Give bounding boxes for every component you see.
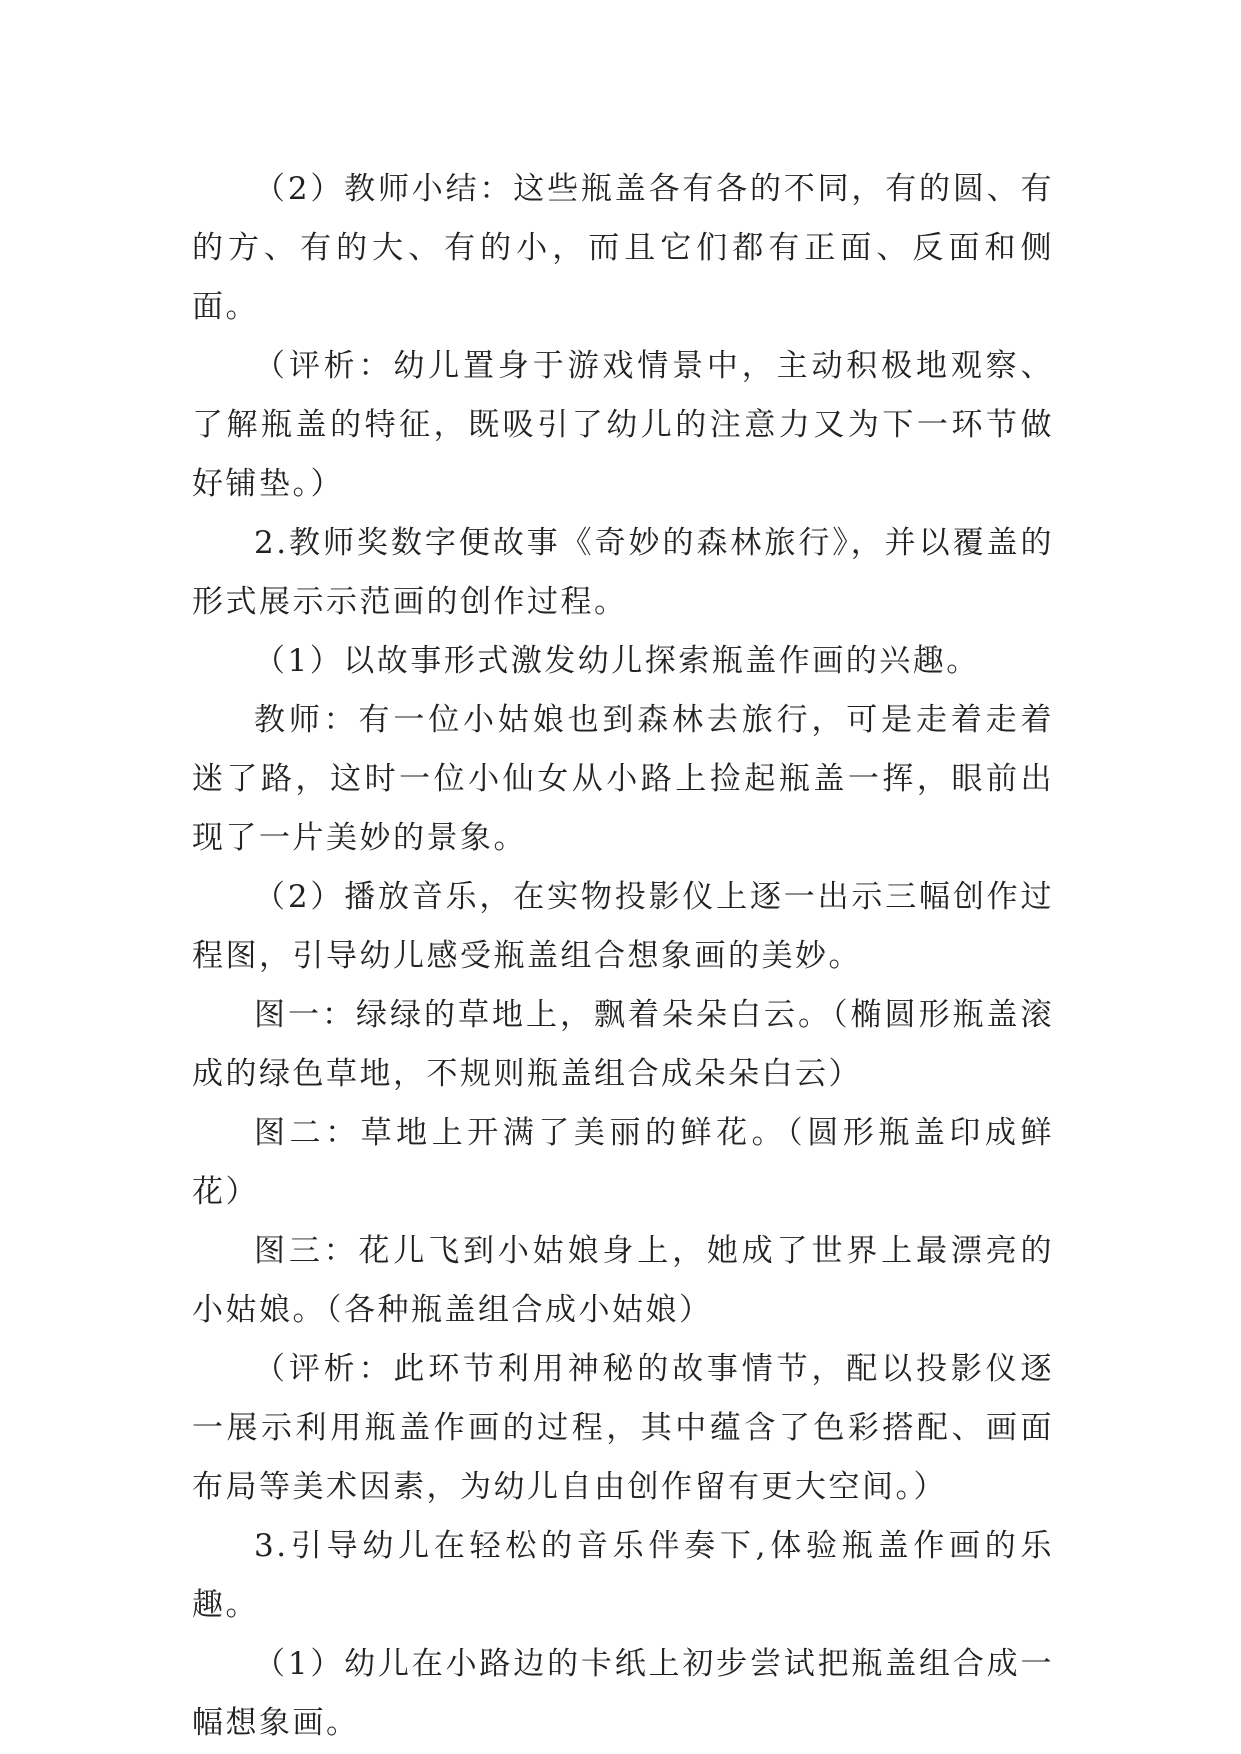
paragraph-step-3-1: （1）幼儿在小路边的卡纸上初步尝试把瓶盖组合成一幅想象画。 bbox=[192, 1646, 1054, 1741]
paragraph-step-2-2: （2）播放音乐，在实物投影仪上逐一出示三幅创作过程图，引导幼儿感受瓶盖组合想象画的美妙。 bbox=[192, 879, 1054, 974]
paragraph-figure-3: 图三：花儿飞到小姑娘身上，她成了世界上最漂亮的小姑娘。（各种瓶盖组合成小姑娘） bbox=[192, 1233, 1054, 1328]
document-body bbox=[192, 160, 1054, 1753]
paragraph-step-2: 2.教师奖数字便故事《奇妙的森林旅行》，并以覆盖的形式展示示范画的创作过程。 bbox=[192, 525, 1054, 620]
paragraph-figure-1: 图一：绿绿的草地上，飘着朵朵白云。（椭圆形瓶盖滚成的绿色草地，不规则瓶盖组合成朵朵白云） bbox=[192, 997, 1054, 1092]
paragraph-teacher-story: 教师：有一位小姑娘也到森林去旅行，可是走着走着迷了路，这时一位小仙女从小路上捡起瓶盖一挥，眼前出现了一片美妙的景象。 bbox=[192, 702, 1054, 856]
paragraph-step-2-1: （1）以故事形式激发幼儿探索瓶盖作画的兴趣。 bbox=[254, 643, 980, 679]
paragraph-teacher-summary: （2）教师小结：这些瓶盖各有各的不同，有的圆、有的方、有的大、有的小，而且它们都有正面、反面和侧面。 bbox=[192, 171, 1054, 325]
paragraph-analysis-1: （评析：幼儿置身于游戏情景中，主动积极地观察、了解瓶盖的特征，既吸引了幼儿的注意力又为下一环节做好铺垫。） bbox=[192, 348, 1054, 502]
paragraph-figure-2: 图二：草地上开满了美丽的鲜花。（圆形瓶盖印成鲜花） bbox=[192, 1115, 1054, 1210]
paragraph-step-3: 3.引导幼儿在轻松的音乐伴奏下,体验瓶盖作画的乐趣。 bbox=[192, 1528, 1054, 1623]
paragraph-analysis-2: （评析：此环节利用神秘的故事情节，配以投影仪逐一展示利用瓶盖作画的过程，其中蕴含了色彩搭配、画面布局等美术因素，为幼儿自由创作留有更大空间。） bbox=[192, 1351, 1054, 1505]
